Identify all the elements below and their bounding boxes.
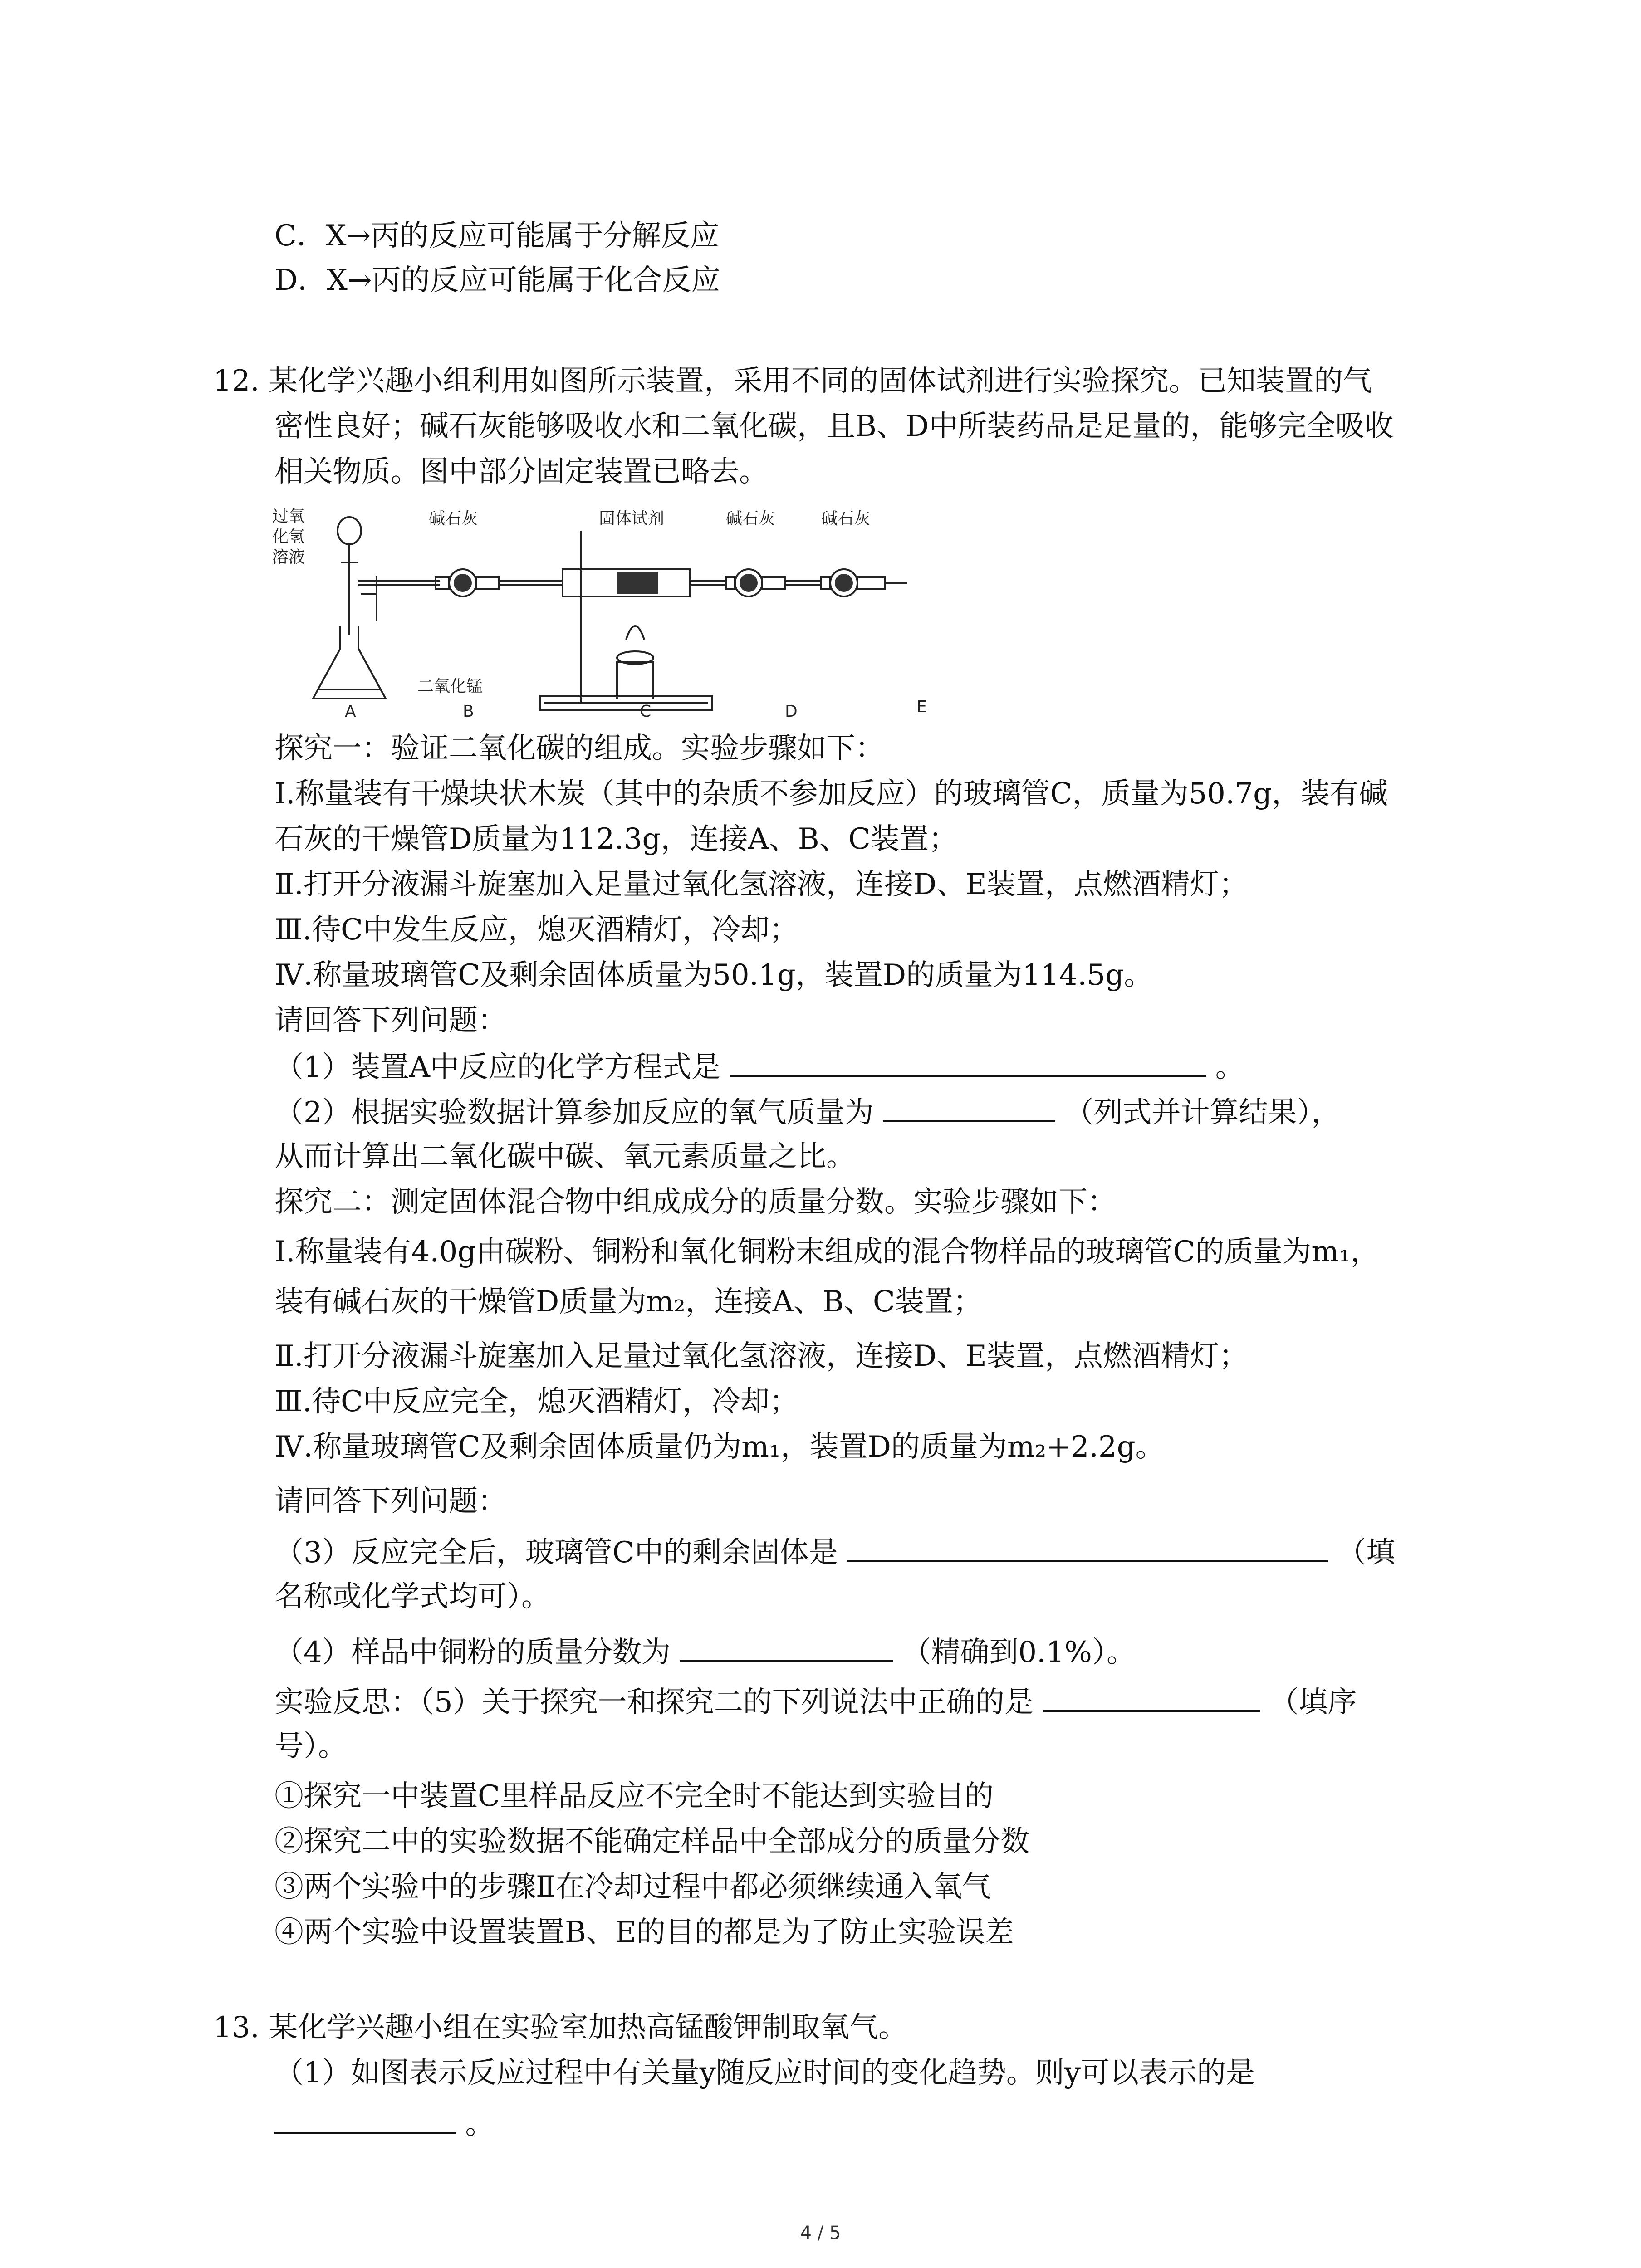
explore1-step2: Ⅱ.打开分液漏斗旋塞加入足量过氧化氢溶液，连接D、E装置，点燃酒精灯； <box>274 868 1248 901</box>
q11-option-c: C．X→丙的反应可能属于分解反应 <box>274 219 720 253</box>
explore1-title: 探究一：验证二氧化碳的组成。实验步骤如下： <box>274 732 884 765</box>
explore2-step1b: 装有碱石灰的干燥管D质量为m₂，连接A、B、C装置； <box>274 1285 982 1319</box>
label-h2o2-1: 过氧 <box>272 507 305 526</box>
svg-text:过氧 <box>272 507 305 526</box>
question-2-end: （列式并计算结果）， <box>1064 1096 1341 1129</box>
question-3 <box>274 1533 1395 1571</box>
answer-blank-4[interactable] <box>680 1633 893 1662</box>
explore2-title: 探究二：测定固体混合物中组成成分的质量分数。实验步骤如下： <box>274 1185 1117 1219</box>
label-h2o2-3: 溶液 <box>272 548 305 567</box>
question-4 <box>274 1633 1136 1671</box>
q13-answer-end: 。 <box>465 2107 495 2141</box>
explore1-step1b: 石灰的干燥管D质量为112.3g，连接A、B、C装置； <box>274 822 958 856</box>
question-2 <box>274 1093 1340 1131</box>
answer-blank-13-1[interactable] <box>274 2105 456 2134</box>
question-1-text: （1）装置A中反应的化学方程式是 <box>274 1051 720 1084</box>
page-number: 4 / 5 <box>800 2223 841 2244</box>
question-1 <box>274 1048 1244 1085</box>
question-3-end: （填 <box>1337 1536 1396 1569</box>
answer-blank-5[interactable] <box>1043 1683 1260 1712</box>
q13-question-1: （1）如图表示反应过程中有关量y随反应时间的变化趋势。则y可以表示的是 <box>274 2056 1255 2090</box>
question-2-cont: 从而计算出二氧化碳中碳、氧元素质量之比。 <box>274 1140 855 1173</box>
question-5-end: （填序 <box>1269 1686 1357 1719</box>
letter-a: A <box>345 702 356 717</box>
question-2-text: （2）根据实验数据计算参加反应的氧气质量为 <box>274 1096 874 1129</box>
question-4-end: （精确到0.1%）。 <box>902 1636 1136 1669</box>
label-sodalime-b: 碱石灰 <box>429 509 478 528</box>
option-1: ①探究一中装置C里样品反应不完全时不能达到实验目的 <box>274 1779 994 1813</box>
label-sodalime-e: 碱石灰 <box>821 509 871 528</box>
question-4-text: （4）样品中铜粉的质量分数为 <box>274 1636 671 1669</box>
explore2-ask: 请回答下列问题： <box>274 1485 507 1518</box>
answer-blank-2[interactable] <box>883 1093 1055 1122</box>
option-2: ②探究二中的实验数据不能确定样品中全部成分的质量分数 <box>274 1825 1029 1858</box>
label-h2o2-2: 化氢 <box>272 528 305 546</box>
explore2-step1a: Ⅰ.称量装有4.0g由碳粉、铜粉和氧化铜粉末组成的混合物样品的玻璃管C的质量为m₁， <box>274 1235 1380 1269</box>
answer-blank-3[interactable] <box>847 1533 1328 1562</box>
explore2-step4: Ⅳ.称量玻璃管C及剩余固体质量仍为m₁，装置D的质量为m₂+2.2g。 <box>274 1430 1165 1464</box>
explore2-step3: Ⅲ.待C中反应完全，熄灭酒精灯，冷却； <box>274 1385 799 1418</box>
letter-b: B <box>463 702 474 717</box>
label-solid-reagent: 固体试剂 <box>599 509 665 528</box>
explore1-step1a: Ⅰ.称量装有干燥块状木炭（其中的杂质不参加反应）的玻璃管C，质量为50.7g，装有碱 <box>274 777 1388 811</box>
option-3: ③两个实验中的步骤Ⅱ在冷却过程中都必须继续通入氧气 <box>274 1870 991 1904</box>
q12-stem-line2: 密性良好；碱石灰能够吸收水和二氧化碳，且B、D中所装药品是足量的，能够完全吸收 <box>274 410 1394 443</box>
q13-answer-line <box>274 2105 494 2142</box>
question-1-end: 。 <box>1215 1051 1244 1084</box>
option-4: ④两个实验中设置装置B、E的目的都是为了防止实验误差 <box>274 1916 1014 1949</box>
answer-blank-1[interactable] <box>730 1048 1206 1077</box>
question-3-cont: 名称或化学式均可）。 <box>274 1580 550 1613</box>
question-3-text: （3）反应完全后，玻璃管C中的剩余固体是 <box>274 1536 838 1569</box>
explore1-step4: Ⅳ.称量玻璃管C及剩余固体质量为50.1g，装置D的质量为114.5g。 <box>274 958 1153 992</box>
q11-option-d: D．X→丙的反应可能属于化合反应 <box>274 264 720 297</box>
q13-stem: 13. 某化学兴趣小组在实验室加热高锰酸钾制取氧气。 <box>213 2011 908 2044</box>
explore1-step3: Ⅲ.待C中发生反应，熄灭酒精灯，冷却； <box>274 913 799 947</box>
question-5 <box>274 1683 1357 1721</box>
label-mno2: 二氧化锰 <box>417 677 483 696</box>
letter-d: D <box>785 702 798 717</box>
label-sodalime-d: 碱石灰 <box>726 509 775 528</box>
apparatus-diagram <box>272 503 980 717</box>
letter-e: E <box>916 698 927 716</box>
question-5-cont: 号）。 <box>274 1730 347 1763</box>
q12-stem-line1: 12. 某化学兴趣小组利用如图所示装置，采用不同的固体试剂进行实验探究。已知装置的气 <box>213 364 1372 398</box>
question-5-text: 实验反思：（5）关于探究一和探究二的下列说法中正确的是 <box>274 1686 1034 1719</box>
explore1-ask: 请回答下列问题： <box>274 1004 507 1037</box>
explore2-step2: Ⅱ.打开分液漏斗旋塞加入足量过氧化氢溶液，连接D、E装置，点燃酒精灯； <box>274 1339 1248 1373</box>
letter-c: C <box>640 702 652 717</box>
q12-stem-line3: 相关物质。图中部分固定装置已略去。 <box>274 455 768 489</box>
